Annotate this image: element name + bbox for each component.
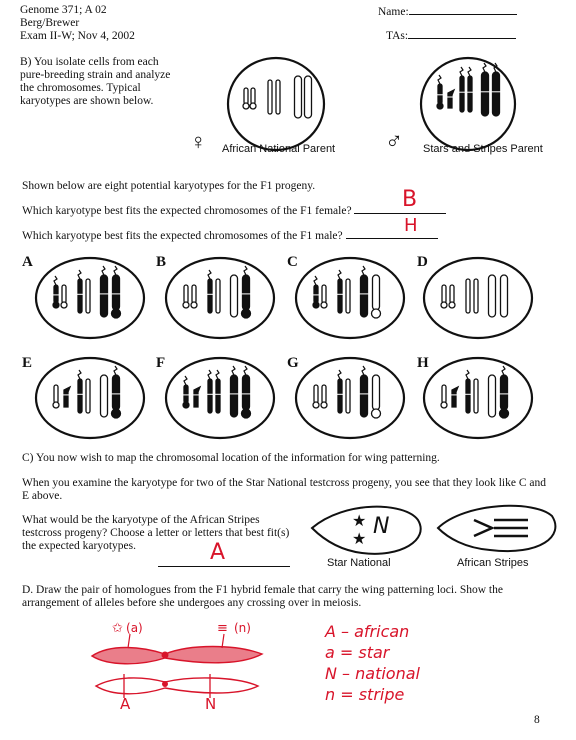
karyotype-label-e: E — [22, 355, 33, 371]
section-c-para: When you examine the karyotype for two of the Star National testcross progeny, you see that they look like C and E above. — [22, 477, 546, 502]
female-parent-label: African National Parent — [222, 143, 336, 155]
chromosome — [100, 375, 109, 417]
chromosome — [372, 375, 381, 418]
chromosome — [372, 275, 381, 318]
karyotype-label-h: H — [417, 355, 429, 371]
karyotype-label-d: D — [417, 254, 428, 270]
star-icon: ★ — [352, 511, 367, 530]
homologue-drawing — [0, 612, 576, 732]
stripe-allele-icon: ≡ — [217, 621, 228, 636]
page-number: 8 — [534, 714, 540, 726]
name-label: Name: — [378, 6, 409, 18]
pointer-line — [128, 634, 130, 648]
question-male-text: Which karyotype best fits the expected chromosomes of the F1 male? — [22, 230, 343, 242]
chromosome — [441, 385, 447, 408]
chromosome — [500, 275, 509, 317]
male-symbol: ♂ — [385, 129, 403, 155]
section-c-answer: A — [210, 540, 226, 565]
chromosome — [230, 275, 239, 317]
instructors: Berg/Brewer — [20, 17, 80, 29]
female-symbol: ♀ — [190, 129, 207, 154]
section-b-intro: B) You isolate cells from each pure-breeding strain and analyze the chromosomes. Typical karyotypes are shown below. — [20, 56, 171, 107]
star-icon: ★ — [352, 529, 367, 548]
chromosome — [321, 385, 327, 408]
chromosome — [85, 279, 91, 313]
allele-label-a-text: a — [130, 621, 139, 635]
homologue-top — [92, 647, 262, 664]
chromosome — [449, 285, 455, 308]
centromere-bottom — [162, 681, 168, 687]
chromosome — [441, 285, 447, 308]
wing1-label: Star National — [327, 557, 391, 569]
allele-label-big-n: N — [205, 695, 217, 713]
f1-intro: Shown below are eight potential karyotypes for the F1 progeny. — [22, 180, 316, 192]
chromosome — [85, 379, 91, 413]
centromere-top — [162, 652, 169, 659]
chromosome — [61, 285, 67, 308]
chromosome — [465, 279, 471, 313]
chromosome — [215, 279, 221, 313]
chromosome — [321, 285, 327, 308]
answer-female: B — [402, 187, 418, 212]
tas-label: TAs: — [386, 30, 409, 42]
wing1-mark: N — [373, 514, 390, 539]
question-female-text: Which karyotype best fits the expected chromosomes of the F1 female? — [22, 205, 352, 217]
chromosome — [183, 285, 189, 308]
male-parent-label: Stars and Stripes Parent — [423, 143, 543, 155]
star-allele-icon: ✩ — [112, 621, 123, 636]
chromosome — [488, 275, 497, 317]
allele-label-big-a: A — [120, 695, 131, 713]
section-c-intro: C) You now wish to map the chromosomal location of the information for wing patterning. — [22, 452, 440, 464]
key-line-4: n = stripe — [325, 685, 405, 704]
allele-label-n: (n) — [234, 621, 251, 635]
wing2-label: African Stripes — [457, 557, 529, 569]
karyotype-label-a: A — [22, 254, 33, 270]
allele-label-a: (a) — [126, 621, 143, 635]
chromosome — [191, 285, 197, 308]
karyotype-label-b: B — [156, 254, 167, 270]
chromosome — [345, 379, 351, 413]
karyotype-label-c: C — [287, 254, 298, 270]
karyotype-label-f: F — [156, 355, 166, 371]
chromosome — [345, 279, 351, 313]
exam-info: Exam II-W; Nov 4, 2002 — [20, 30, 135, 42]
section-d-question: D. Draw the pair of homologues from the F1 hybrid female that carry the wing patterning loci. Show the arrangement of alleles before she undergoes any crossing over in meiosis. — [22, 584, 503, 609]
karyotype-label-g: G — [287, 355, 299, 371]
section-c-question: What would be the karyotype of the African Stripes testcross progeny? Choose a letter or letters that best fit(s) the expected karyotypes. — [22, 514, 290, 552]
course-title: Genome 371; A 02 — [20, 4, 107, 16]
chromosome — [473, 379, 479, 413]
key-line-3: N – national — [325, 664, 420, 683]
chromosome — [53, 385, 59, 408]
chromosome — [473, 279, 479, 313]
pointer-line — [222, 634, 224, 648]
key-line-1: A – african — [325, 622, 410, 641]
chromosome — [313, 385, 319, 408]
key-line-2: a = star — [325, 643, 390, 662]
chromosome — [488, 375, 497, 417]
answer-male: H — [404, 215, 418, 236]
homologue-bottom — [96, 678, 258, 694]
